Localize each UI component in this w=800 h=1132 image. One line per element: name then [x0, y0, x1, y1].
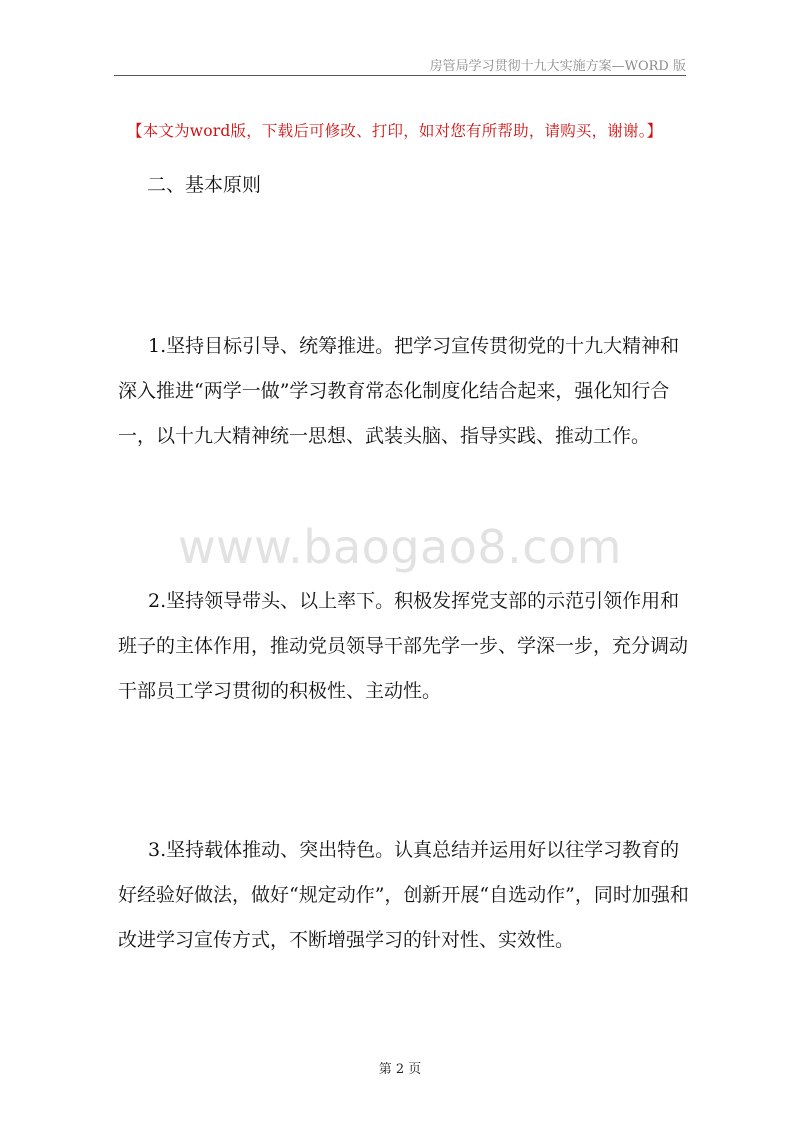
- paragraph-line: 班子的主体作用，推动党员领导干部先学一步、学深一步，充分调动: [118, 635, 689, 657]
- watermark: www.baogao8.com: [178, 520, 622, 574]
- paragraph-line: 好经验好做法，做好“规定动作”，创新开展“自选动作”，同时加强和: [118, 884, 689, 906]
- page-number: 第 2 页: [378, 1062, 422, 1077]
- paragraph-line: 2.坚持领导带头、以上率下。积极发挥党支部的示范引领作用和: [148, 590, 680, 612]
- paragraph-line: 改进学习宣传方式，不断增强学习的针对性、实效性。: [118, 929, 575, 951]
- header-divider: [114, 75, 686, 76]
- paragraph-line: 干部员工学习贯彻的积极性、主动性。: [118, 680, 442, 702]
- principle-paragraph-1: [118, 324, 684, 459]
- principle-paragraph-2: [118, 579, 689, 714]
- running-header: 房管局学习贯彻十九大实施方案—WORD 版: [429, 59, 686, 74]
- paragraph-line: 3.坚持载体推动、突出特色。认真总结并运用好以往学习教育的: [148, 839, 680, 861]
- paragraph-line: 1.坚持目标引导、统筹推进。把学习宣传贯彻党的十九大精神和: [148, 335, 680, 357]
- purchase-notice: 【本文为word版，下载后可修改、打印，如对您有所帮助，请购买，谢谢。】: [127, 122, 663, 140]
- principle-paragraph-3: [118, 828, 689, 963]
- paragraph-line: 深入推进“两学一做”学习教育常态化制度化结合起来，强化知行合: [118, 380, 670, 402]
- section-heading: 二、基本原则: [147, 174, 262, 196]
- paragraph-line: 一，以十九大精神统一思想、武装头脑、指导实践、推动工作。: [118, 425, 651, 447]
